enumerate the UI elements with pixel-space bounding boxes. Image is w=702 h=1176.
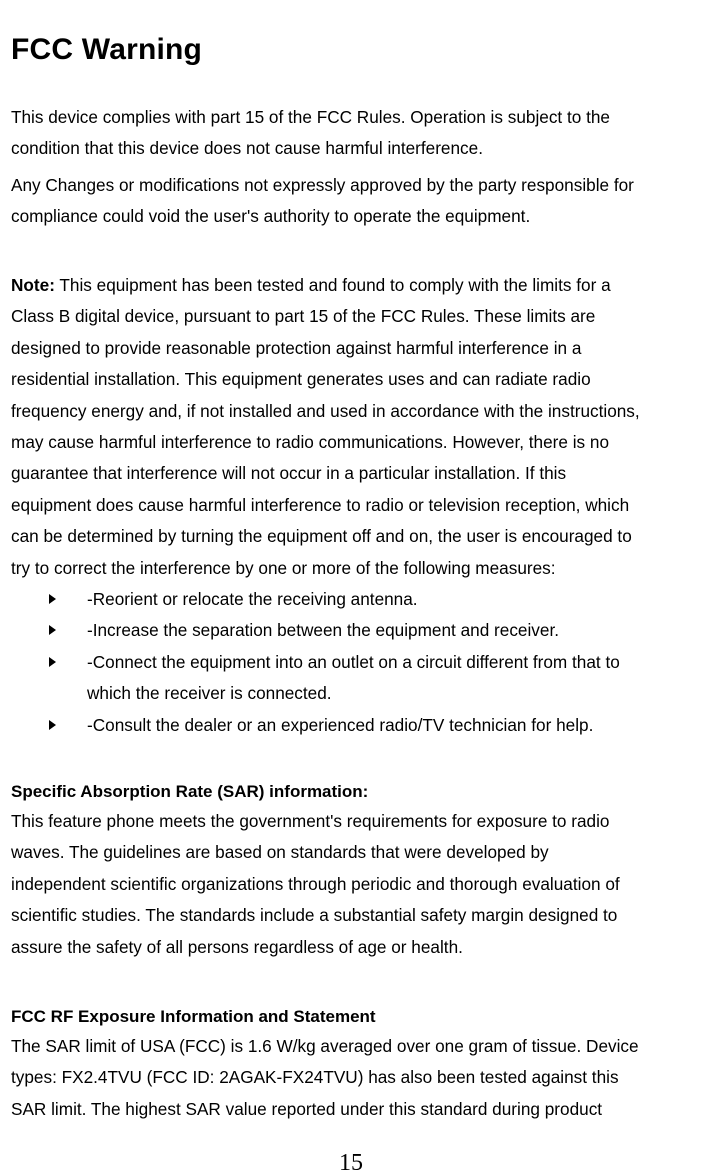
text-line: equipment does cause harmful interference to radio or television reception, which: [11, 494, 630, 515]
list-item: [11, 615, 699, 646]
list-item: [11, 710, 699, 741]
text-line: guarantee that interference will not occur in a particular installation. If this: [11, 463, 567, 484]
measures-list: [11, 584, 699, 741]
sar-paragraph: [11, 806, 699, 963]
list-item-text: which the receiver is connected.: [87, 683, 332, 704]
intro-paragraph-2: [11, 170, 699, 233]
rf-exposure-paragraph: [11, 1031, 699, 1125]
text-line: Any Changes or modifications not expressly approved by the party responsible for: [11, 175, 634, 195]
list-item-text: -Consult the dealer or an experienced radio/TV technician for help.: [87, 714, 594, 735]
triangle-right-icon: [49, 720, 56, 730]
note-first-line: [11, 270, 699, 301]
triangle-right-icon: [49, 594, 56, 604]
page-title: FCC Warning: [11, 33, 203, 66]
list-item-text: -Connect the equipment into an outlet on a circuit different from that to: [87, 651, 620, 672]
text-line: assure the safety of all persons regardless of age or health.: [11, 936, 463, 957]
note-label: Note:: [11, 275, 55, 295]
list-item-text: -Reorient or relocate the receiving antenna.: [87, 589, 418, 609]
text-line: This feature phone meets the government's requirements for exposure to radio: [11, 811, 610, 831]
list-item: [11, 647, 699, 710]
triangle-right-icon: [49, 657, 56, 667]
text-line: Class B digital device, pursuant to part 15 of the FCC Rules. These limits are: [11, 306, 596, 327]
text-line: The SAR limit of USA (FCC) is 1.6 W/kg averaged over one gram of tissue. Device: [11, 1036, 639, 1056]
note-paragraph: [11, 270, 699, 584]
sar-heading: Specific Absorption Rate (SAR) information:: [11, 782, 369, 801]
rf-exposure-heading: FCC RF Exposure Information and Statement: [11, 1007, 376, 1026]
text-line: designed to provide reasonable protection against harmful interference in a: [11, 337, 582, 358]
text-line: independent scientific organizations through periodic and thorough evaluation of: [11, 873, 620, 894]
list-item-text: -Increase the separation between the equipment and receiver.: [87, 620, 560, 641]
page-number: 15: [339, 1150, 363, 1176]
text-line: compliance could void the user's authority to operate the equipment.: [11, 206, 531, 227]
text-line: types: FX2.4TVU (FCC ID: 2AGAK-FX24TVU) has also been tested against this: [11, 1067, 619, 1088]
text-line: may cause harmful interference to radio communications. However, there is no: [11, 432, 610, 453]
text-line: scientific studies. The standards include a substantial safety margin designed to: [11, 905, 618, 926]
text-line: residential installation. This equipment generates uses and can radiate radio: [11, 369, 591, 390]
text-line: This device complies with part 15 of the FCC Rules. Operation is subject to the: [11, 107, 610, 127]
text-line: condition that this device does not cause harmful interference.: [11, 138, 483, 159]
text-line: waves. The guidelines are based on standards that were developed by: [11, 842, 549, 863]
note-first-text: This equipment has been tested and found to comply with the limits for a: [54, 275, 611, 295]
list-item: [11, 584, 699, 615]
text-line: can be determined by turning the equipment off and on, the user is encouraged to: [11, 526, 632, 547]
text-line: SAR limit. The highest SAR value reported under this standard during product: [11, 1098, 603, 1119]
text-line: frequency energy and, if not installed and used in accordance with the instructions,: [11, 400, 640, 421]
triangle-right-icon: [49, 625, 56, 635]
text-line: try to correct the interference by one or more of the following measures:: [11, 557, 556, 578]
intro-paragraph-1: [11, 102, 699, 165]
